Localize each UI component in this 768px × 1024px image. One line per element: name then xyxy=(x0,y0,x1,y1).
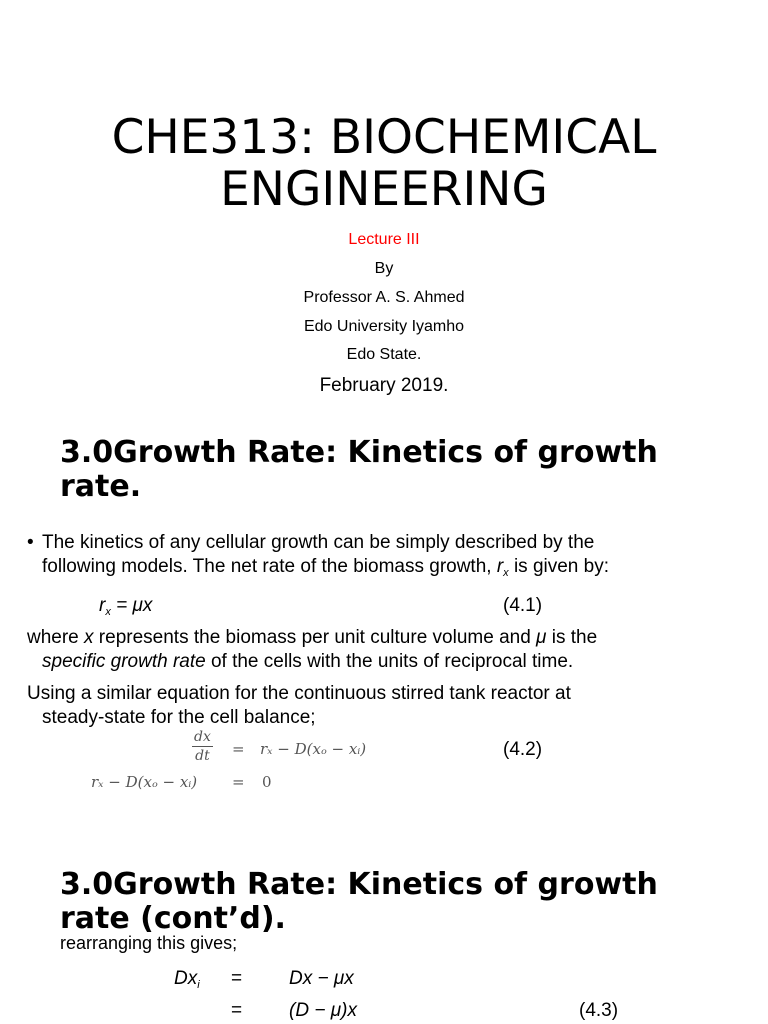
fraction-dx-dt xyxy=(192,728,213,765)
slide3-heading-line2: rate (cont’d). xyxy=(60,901,286,936)
slide-title xyxy=(0,112,768,216)
biomass-line1: where x represents the biomass per unit culture volume and μ is the xyxy=(27,627,598,648)
kinetics-paragraph xyxy=(27,531,757,585)
eq42b-rhs: 0 xyxy=(262,773,272,791)
lecture-label: Lecture III xyxy=(348,231,420,248)
slide2-heading xyxy=(60,436,750,504)
slide-title-line2: ENGINEERING xyxy=(220,162,548,217)
slide3-heading xyxy=(60,868,750,936)
equation-4-3-number: (4.3) xyxy=(579,1000,619,1021)
institution-name: Edo University Iyamho xyxy=(303,318,465,335)
slide2-heading-line2: rate. xyxy=(60,469,142,504)
equation-4-1-number: (4.1) xyxy=(503,595,543,616)
equation-4-2-number: (4.2) xyxy=(503,739,543,760)
eq42b-lhs: rₓ − D(xₒ − xᵢ) xyxy=(91,773,198,791)
kinetics-line1: The kinetics of any cellular growth can be simply described by the xyxy=(42,532,595,553)
rearranging-text: rearranging this gives; xyxy=(60,933,238,953)
slide-title-line1: CHE313: BIOCHEMICAL xyxy=(111,110,657,165)
eq43-row1-rhs: Dx − μx xyxy=(289,968,354,989)
bullet-marker: • xyxy=(27,532,34,553)
slide2-heading-line1: 3.0Growth Rate: Kinetics of growth xyxy=(60,435,658,470)
biomass-paragraph xyxy=(27,626,757,674)
fraction-numerator: dx xyxy=(194,729,211,745)
eq42b-equals: = xyxy=(232,773,245,791)
cstr-paragraph xyxy=(27,682,757,730)
fraction-denominator: dt xyxy=(195,748,210,764)
eq43-lhs: $Dx_i$ xyxy=(174,968,200,991)
kinetics-line2: following models. The net rate of the biomass growth, $r_x$ is given by: xyxy=(42,556,609,579)
slide3-heading-line1: 3.0Growth Rate: Kinetics of growth xyxy=(60,867,658,902)
eq42-equals: = xyxy=(232,740,245,758)
cstr-line1: Using a similar equation for the continuous stirred tank reactor at xyxy=(27,683,571,704)
equation-4-1: $r_x = \mu x$ xyxy=(99,595,153,618)
lecture-date: February 2019. xyxy=(319,375,449,396)
eq42-rhs: rₓ − D(xₒ − xᵢ) xyxy=(260,740,367,758)
state-name: Edo State. xyxy=(346,346,422,363)
author-name: Professor A. S. Ahmed xyxy=(303,289,465,306)
by-label: By xyxy=(374,260,394,277)
eq43-row2-rhs: (D − μ)x xyxy=(289,1000,357,1021)
biomass-line2: specific growth rate of the cells with the units of reciprocal time. xyxy=(42,651,574,672)
eq43-row1-equals: = xyxy=(231,968,243,989)
eq43-row2-equals: = xyxy=(231,1000,243,1021)
cstr-line2: steady-state for the cell balance; xyxy=(42,707,316,728)
